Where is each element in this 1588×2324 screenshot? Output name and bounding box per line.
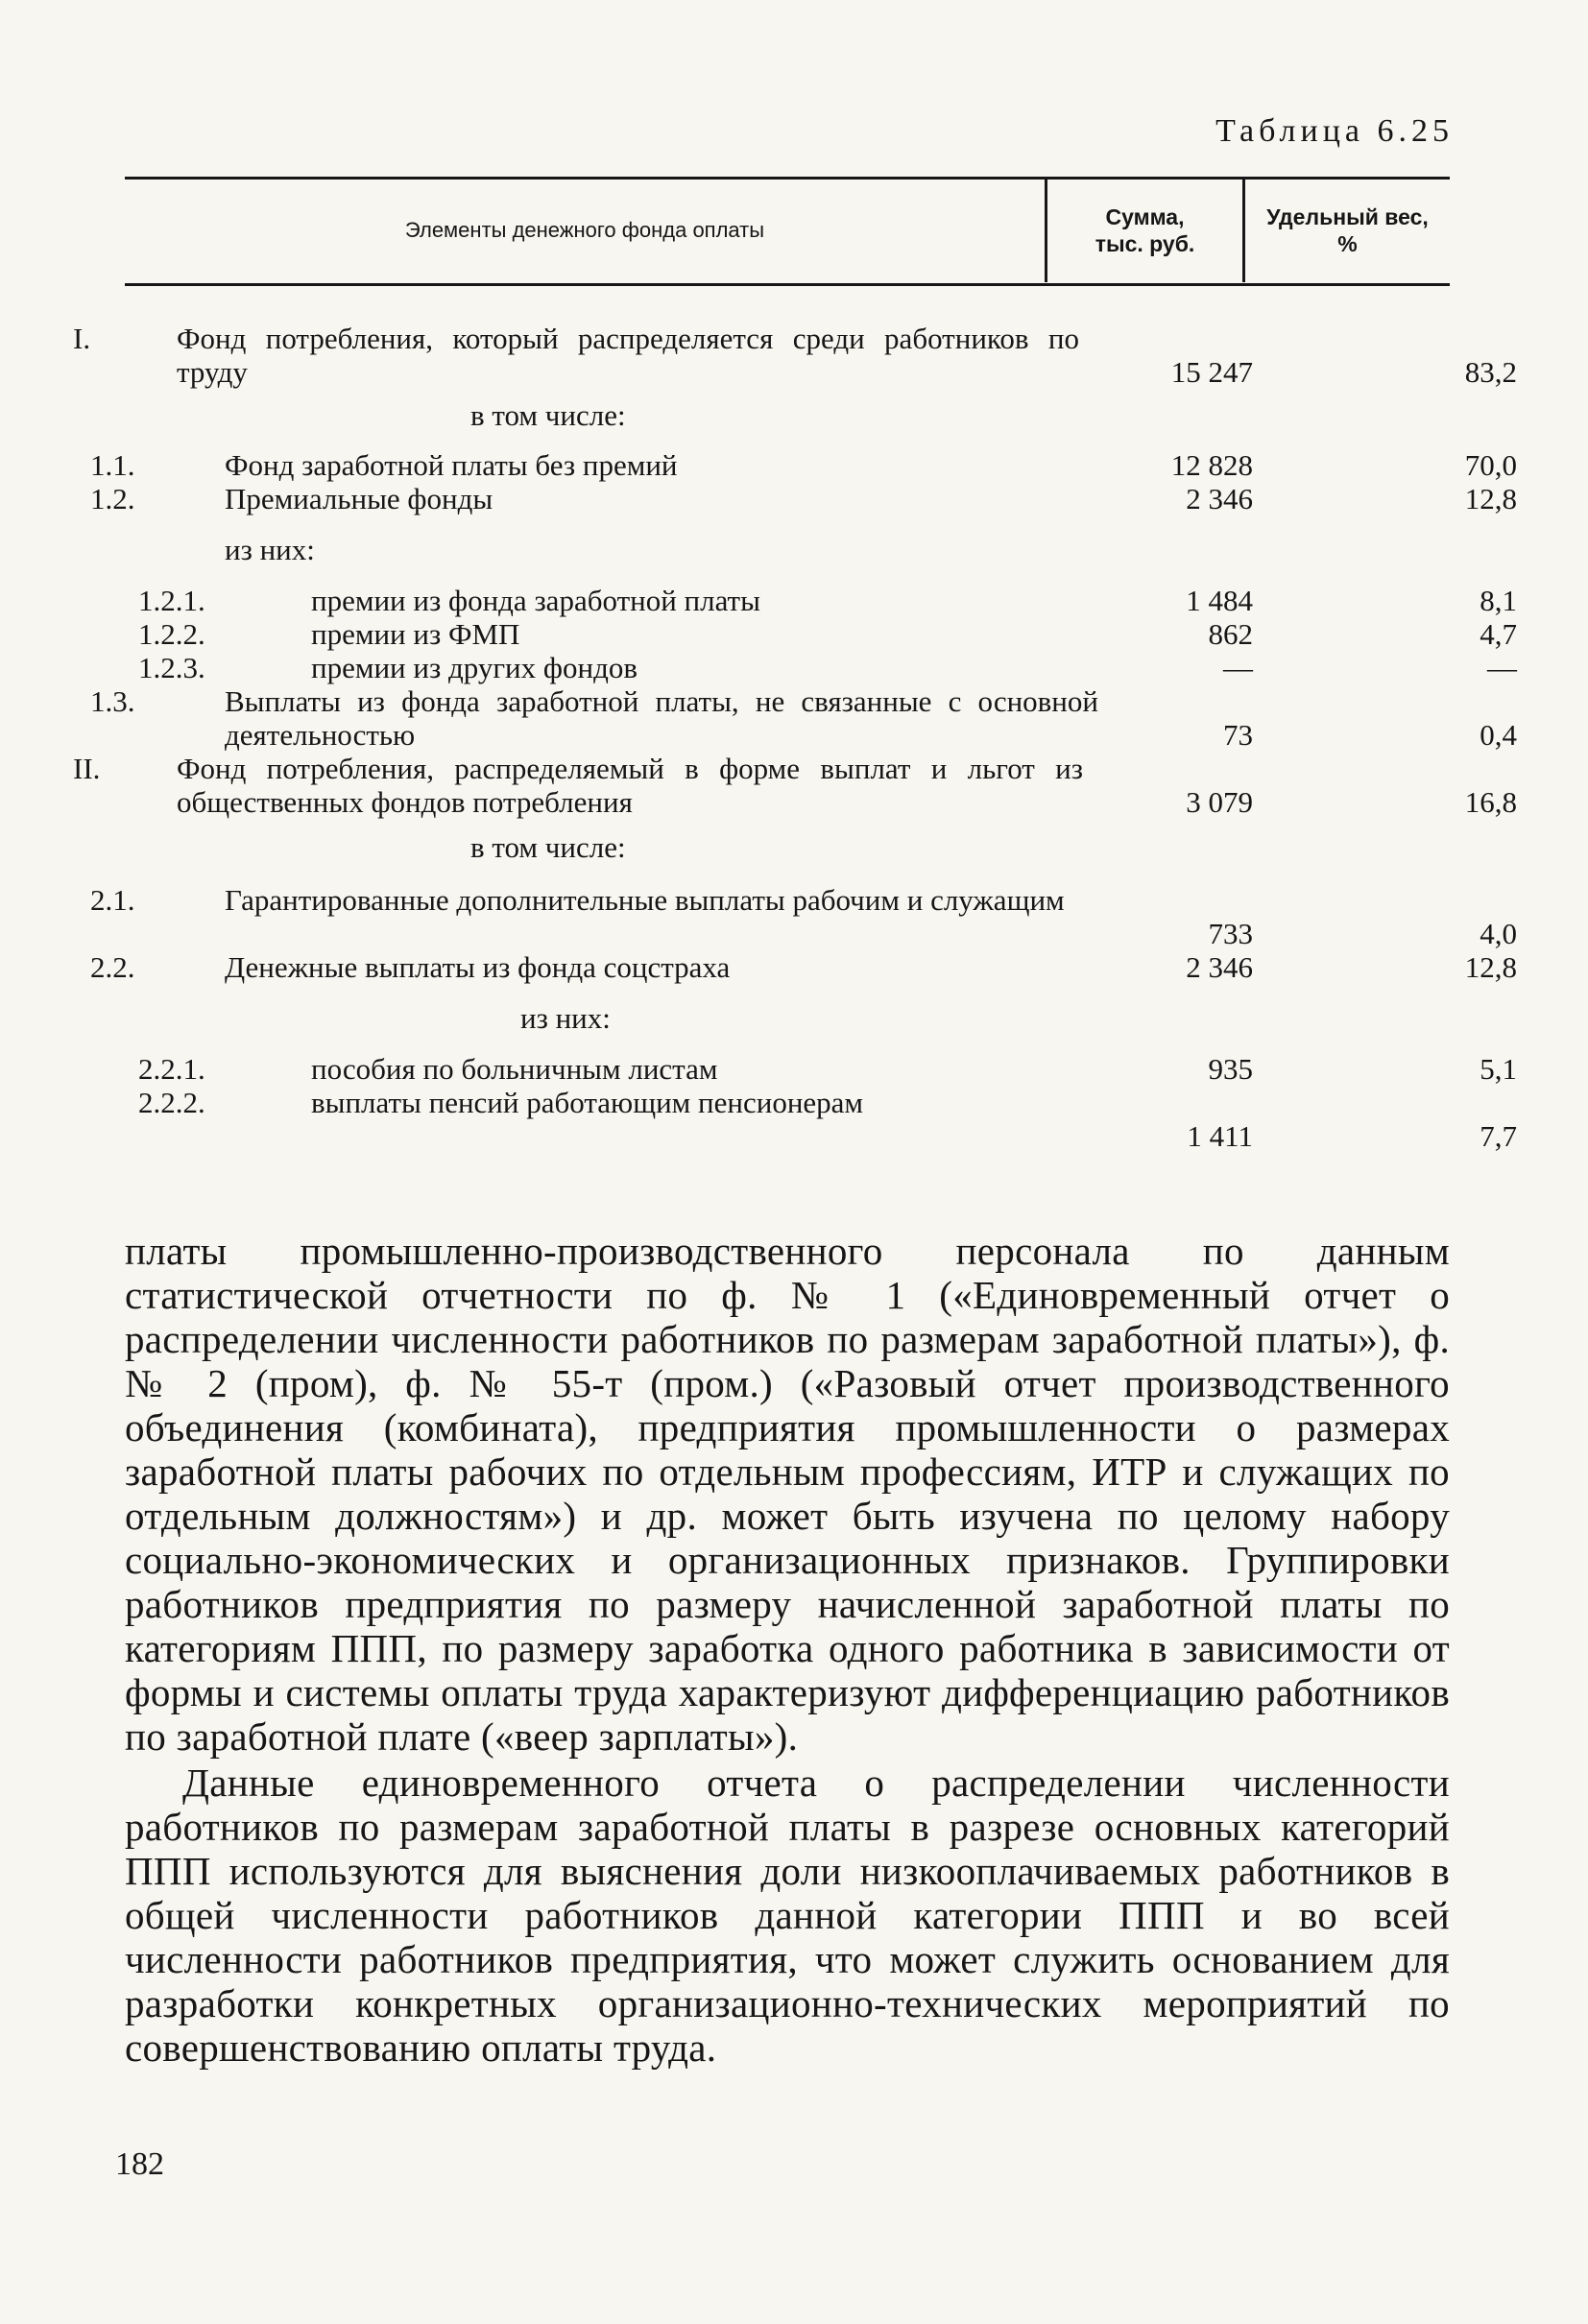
table-row: [73, 322, 1517, 398]
row-number: 1.2.2.: [138, 617, 205, 651]
row-number: 1.2.1.: [138, 584, 205, 617]
row-share: 4,0: [1480, 917, 1517, 950]
table-row: [125, 651, 1517, 684]
table-header-rule: [125, 283, 1450, 286]
row-share: 12,8: [1464, 950, 1517, 984]
row-sum: 1 411: [1187, 1119, 1253, 1153]
row-share: 0,4: [1480, 718, 1517, 752]
row-number: II.: [73, 752, 101, 785]
table-subheading: [125, 528, 1450, 584]
table-row: [90, 448, 1517, 482]
row-share: —: [1487, 651, 1517, 684]
header-sum-line1: Сумма,: [1105, 204, 1185, 229]
row-label: премии из ФМП: [311, 617, 520, 651]
row-number: 2.2.1.: [138, 1052, 205, 1086]
row-label: премии из других фондов: [311, 651, 638, 684]
row-number: 2.2.2.: [138, 1086, 205, 1119]
subheading-text: в том числе:: [470, 830, 626, 864]
table-row: [90, 950, 1517, 996]
row-label: Премиальные фонды: [225, 482, 493, 515]
header-elements: Элементы денежного фонда оплаты: [404, 218, 765, 242]
row-label: премии из фонда заработной платы: [311, 584, 760, 617]
body-paragraph: платы промышленно-производственного персонала по данным статистической отчетности по ф. № 1 («Единовременный отчет о распределении численности работников по размерам заработной платы»), ф. № 2 (пром), ф. № 55-т (пром.) («Разовый отчет производственного объединения (комбината), предприятия промышленности о размерах заработной платы рабочих по отдельным профессиям, ИТР и служащих по отдельным должностям») и др. может быть изучена по целому набору социально-экономических и организационных признаков. Группировки работников предприятия по размеру начисленной заработной платы по категориям ППП, по размеру заработка одного работника в зависимости от формы и системы оплаты труда характеризуют дифференциацию работников по заработной плате («веер зарплаты»).: [125, 1229, 1450, 1759]
row-number: I.: [73, 322, 91, 355]
table-row: [125, 1086, 1517, 1153]
table-row: [73, 752, 1517, 830]
table-row: [125, 1052, 1517, 1086]
subheading-text: в том числе:: [470, 398, 626, 432]
header-share-line1: Удельный вес,: [1266, 204, 1429, 229]
body-text: [125, 1229, 1450, 2070]
row-sum: 73: [1223, 718, 1253, 752]
row-share: 16,8: [1464, 785, 1517, 819]
table-row: [90, 482, 1517, 528]
table-caption: Таблица 6.25: [1215, 113, 1454, 149]
row-share: 83,2: [1464, 355, 1517, 389]
row-sum: —: [1223, 651, 1253, 684]
table-subheading: [125, 996, 1450, 1052]
row-sum: 3 079: [1186, 785, 1253, 819]
header-sum-line2: тыс. руб.: [1095, 231, 1195, 256]
row-sum: 862: [1208, 617, 1253, 651]
subheading-text: из них:: [520, 1001, 611, 1035]
row-number: 1.2.: [90, 482, 135, 515]
row-label: Фонд потребления, который распределяется среди работников по труду: [177, 322, 1079, 389]
row-label: Гарантированные дополнительные выплаты рабочим и служащим: [225, 883, 1065, 917]
table-body: [73, 322, 1517, 1153]
row-sum: 12 828: [1170, 448, 1253, 482]
row-sum: 15 247: [1170, 355, 1253, 389]
row-sum: 2 346: [1186, 950, 1253, 984]
table-row: [125, 617, 1517, 651]
page-number: 182: [115, 2146, 164, 2182]
table-row: [90, 883, 1517, 950]
header-share: [1245, 179, 1450, 282]
row-share: 8,1: [1480, 584, 1517, 617]
row-sum: 2 346: [1186, 482, 1253, 515]
row-number: 1.1.: [90, 448, 135, 482]
row-number: 1.3.: [90, 684, 135, 718]
row-sum: 1 484: [1186, 584, 1253, 617]
row-label: Фонд потребления, распределяемый в форме выплат и льгот из общественных фондов потребления: [177, 752, 1083, 819]
header-share-line2: %: [1337, 231, 1358, 256]
row-label: пособия по больничным листам: [311, 1052, 718, 1086]
row-label: выплаты пенсий работающим пенсионерам: [311, 1086, 864, 1119]
table-subheading: [125, 398, 1450, 448]
row-share: 70,0: [1464, 448, 1517, 482]
row-sum: 935: [1208, 1052, 1253, 1086]
body-paragraph: Данные единовременного отчета о распределении численности работников по размерам заработной платы в разрезе основных категорий ППП используются для выяснения доли низкооплачиваемых работников в общей численности работников данной категории ППП и во всей численности работников предприятия, что может служить основанием для разработки конкретных организационно-технических мероприятий по совершенствованию оплаты труда.: [125, 1761, 1450, 2070]
row-number: 1.2.3.: [138, 651, 205, 684]
table-subheading: [125, 830, 1450, 883]
row-share: 5,1: [1480, 1052, 1517, 1086]
row-number: 2.1.: [90, 883, 135, 917]
header-sum: [1047, 179, 1242, 282]
row-sum: 733: [1208, 917, 1253, 950]
row-share: 12,8: [1464, 482, 1517, 515]
table-row: [125, 584, 1517, 617]
subheading-text: из них:: [225, 533, 315, 566]
row-label: Денежные выплаты из фонда соцстраха: [225, 950, 731, 984]
row-label: Выплаты из фонда заработной платы, не связанные с основной деятельностью: [225, 684, 1098, 752]
row-share: 4,7: [1480, 617, 1517, 651]
table-row: [90, 684, 1517, 752]
row-label: Фонд заработной платы без премий: [225, 448, 678, 482]
row-number: 2.2.: [90, 950, 135, 984]
row-share: 7,7: [1480, 1119, 1517, 1153]
